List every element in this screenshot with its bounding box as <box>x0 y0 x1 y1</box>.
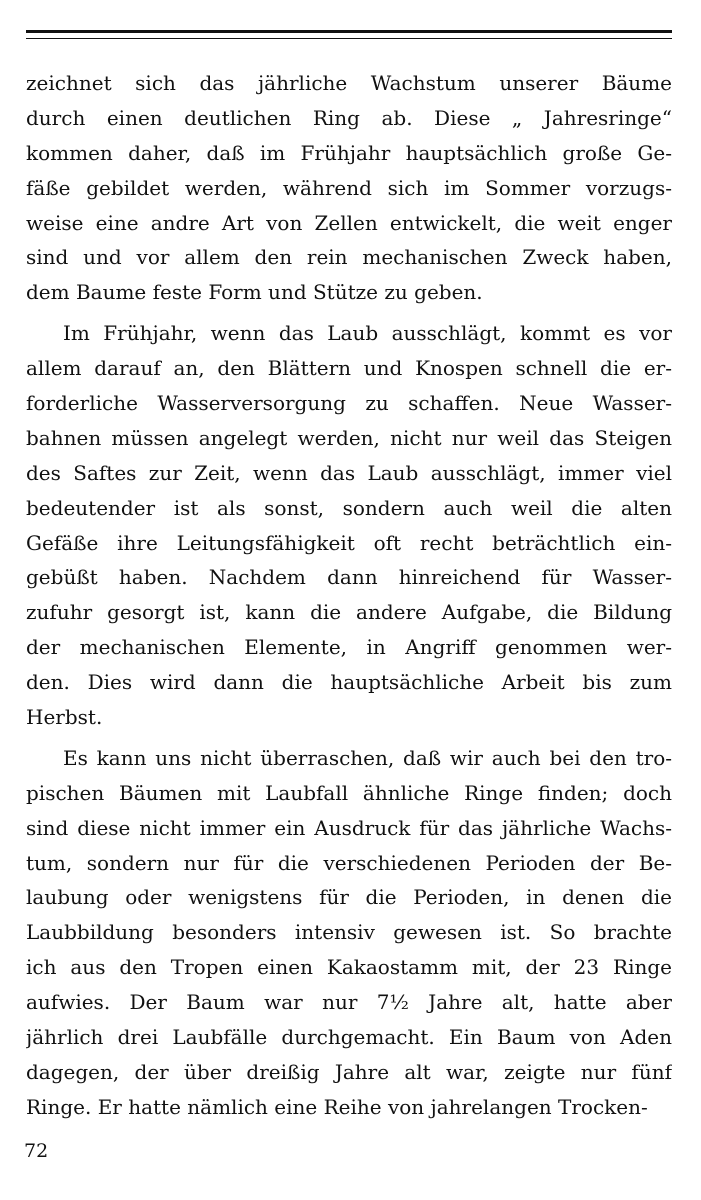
text-line: Gefäße ihre Leitungsfähigkeit oft recht beträchtlich ein- <box>26 530 672 555</box>
text-line: Im Frühjahr, wenn das Laub ausschlägt, kommt es vor <box>63 321 672 346</box>
text-line: Laubbildung besonders intensiv gewesen ist. So brachte <box>26 920 672 945</box>
text-line: kommen daher, daß im Frühjahr hauptsächlich große Ge- <box>26 140 672 165</box>
text-line: durch einen deutlichen Ring ab. Diese „ Jahresringe“ <box>26 105 672 130</box>
paragraph <box>26 316 672 735</box>
text-line: dagegen, der über dreißig Jahre alt war, zeigte nur fünf <box>26 1059 672 1084</box>
body-text <box>26 66 672 1125</box>
text-line: ich aus den Tropen einen Kakaostamm mit, der 23 Ringe <box>26 955 672 980</box>
text-line: laubung oder wenigstens für die Perioden, in denen die <box>26 885 672 910</box>
text-line: bedeutender ist als sonst, sondern auch weil die alten <box>26 495 672 520</box>
header-rule-thin <box>26 38 672 39</box>
text-line: des Saftes zur Zeit, wenn das Laub ausschlägt, immer viel <box>26 460 672 485</box>
text-line: zeichnet sich das jährliche Wachstum unserer Bäume <box>26 71 672 95</box>
text-line: zufuhr gesorgt ist, kann die andere Aufgabe, die Bildung <box>26 600 672 625</box>
text-line: dem Baume feste Form und Stütze zu geben. <box>26 280 483 305</box>
text-line: Ringe. Er hatte nämlich eine Reihe von jahrelangen Trocken- <box>26 1094 648 1119</box>
text-line: fäße gebildet werden, während sich im Sommer vorzugs- <box>26 175 672 200</box>
text-line: den. Dies wird dann die hauptsächliche Arbeit bis zum <box>26 670 672 695</box>
text-line: tum, sondern nur für die verschiedenen Perioden der Be- <box>26 850 672 875</box>
text-line: pischen Bäumen mit Laubfall ähnliche Ringe finden; doch <box>26 780 672 805</box>
page-number: 72 <box>24 1140 49 1162</box>
paragraph <box>26 741 672 1125</box>
paragraph <box>26 66 672 310</box>
text-line: gebüßt haben. Nachdem dann hinreichend für Wasser- <box>26 565 672 590</box>
text-line: weise eine andre Art von Zellen entwickelt, die weit enger <box>26 210 672 235</box>
text-line: der mechanischen Elemente, in Angriff genommen wer- <box>26 635 672 660</box>
text-line: forderliche Wasserversorgung zu schaffen. Neue Wasser- <box>26 391 672 416</box>
text-line: sind und vor allem den rein mechanischen Zweck haben, <box>26 245 672 270</box>
text-line: Es kann uns nicht überraschen, daß wir auch bei den tro- <box>63 745 672 770</box>
text-line: aufwies. Der Baum war nur 7½ Jahre alt, hatte aber <box>26 990 672 1015</box>
text-line: bahnen müssen angelegt werden, nicht nur weil das Steigen <box>26 425 672 450</box>
text-line: allem darauf an, den Blättern und Knospen schnell die er- <box>26 356 672 381</box>
text-line: Herbst. <box>26 705 103 730</box>
header-rule-thick <box>26 30 672 33</box>
text-line: jährlich drei Laubfälle durchgemacht. Ein Baum von Aden <box>26 1025 672 1050</box>
text-line: sind diese nicht immer ein Ausdruck für das jährliche Wachs- <box>26 815 672 840</box>
